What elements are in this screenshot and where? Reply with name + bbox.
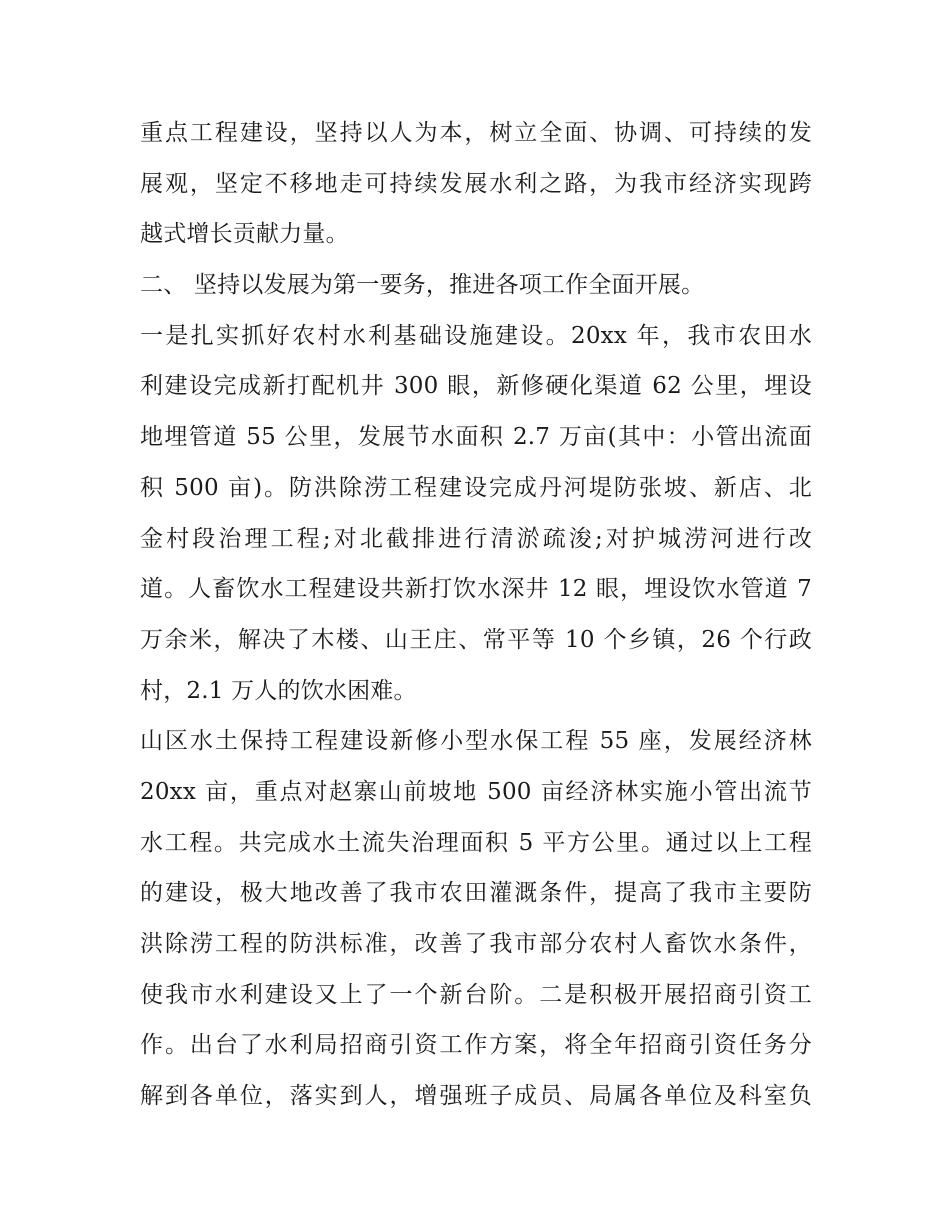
text-line-18: 使我市水利建设又上了一个新台阶。二是积极开展招商引资工 — [140, 981, 812, 1008]
text-line-9: 金村段治理工程;对北截排进行清淤疏浚;对护城涝河进行改 — [140, 525, 812, 552]
text-line-6: 利建设完成新打配机井 300 眼，新修硬化渠道 62 公里，埋设 — [140, 373, 812, 400]
document-body — [140, 108, 812, 1122]
text-line-12: 村，2.1 万人的饮水困难。 — [140, 677, 417, 704]
text-line-19: 作。出台了水利局招商引资工作方案，将全年招商引资任务分 — [140, 1032, 812, 1059]
text-line-2: 展观，坚定不移地走可持续发展水利之路，为我市经济实现跨 — [140, 170, 812, 197]
text-line-7: 地埋管道 55 公里，发展节水面积 2.7 万亩(其中：小管出流面 — [140, 424, 812, 451]
text-line-5: 一是扎实抓好农村水利基础设施建设。20xx 年，我市农田水 — [140, 322, 812, 349]
text-line-1: 重点工程建设，坚持以人为本，树立全面、协调、可持续的发 — [140, 120, 812, 146]
text-line-8: 积 500 亩)。防洪除涝工程建设完成丹河堤防张坡、新店、北 — [140, 474, 812, 501]
text-line-17: 洪除涝工程的防洪标准，改善了我市部分农村人畜饮水条件， — [140, 931, 812, 957]
text-line-11: 万余米，解决了木楼、山王庄、常平等 10 个乡镇，26 个行政 — [140, 626, 812, 653]
text-line-10: 道。人畜饮水工程建设共新打饮水深井 12 眼，埋设饮水管道 7 — [140, 576, 812, 603]
text-line-16: 的建设，极大地改善了我市农田灌溉条件，提高了我市主要防 — [140, 880, 812, 907]
text-line-13: 山区水土保持工程建设新修小型水保工程 55 座，发展经济林 — [140, 728, 812, 755]
text-line-14: 20xx 亩，重点对赵寨山前坡地 500 亩经济林实施小管出流节 — [140, 778, 812, 805]
section-heading: 二、 坚持以发展为第一要务，推进各项工作全面开展。 — [140, 272, 705, 299]
text-line-3: 越式增长贡献力量。 — [140, 221, 349, 248]
text-line-15: 水工程。共完成水土流失治理面积 5 平方公里。通过以上工程 — [140, 829, 812, 856]
text-line-20: 解到各单位，落实到人，增强班子成员、局属各单位及科室负 — [140, 1083, 812, 1110]
